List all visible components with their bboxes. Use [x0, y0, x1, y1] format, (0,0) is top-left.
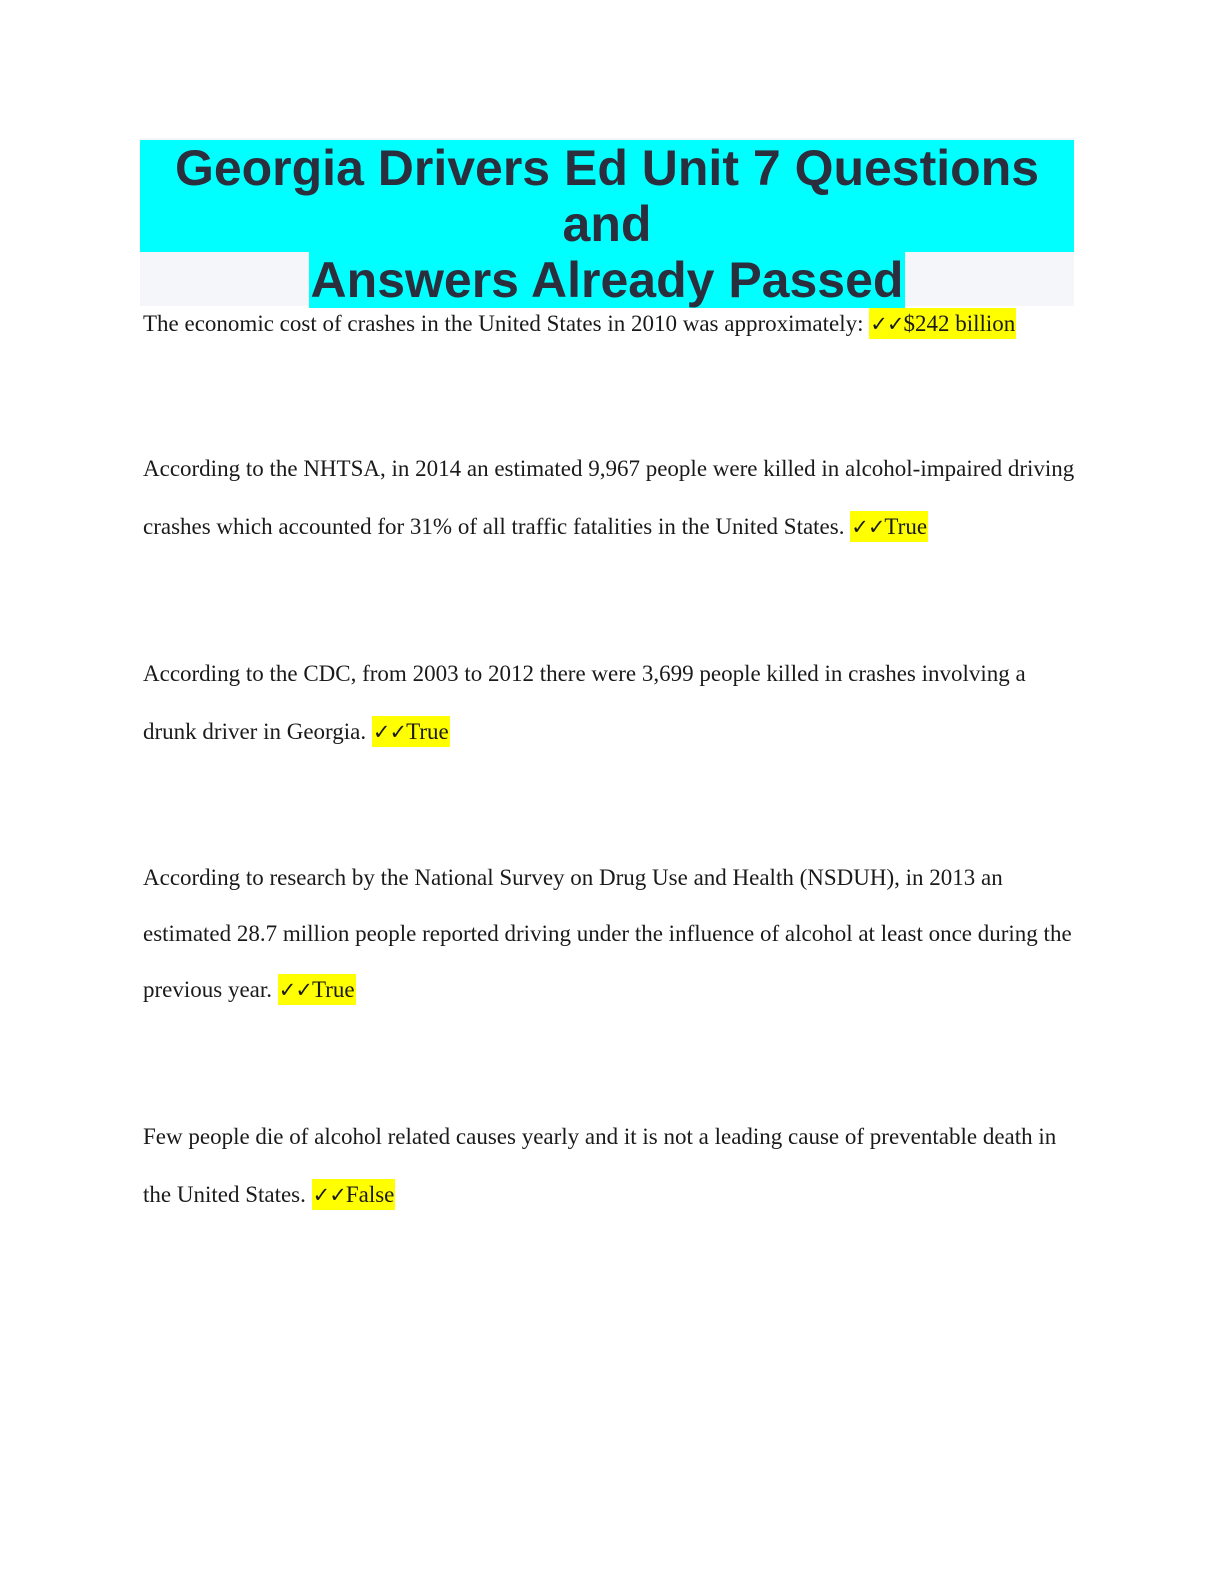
- double-check-icon: ✓✓: [278, 978, 312, 1002]
- document-title: [140, 138, 1074, 308]
- title-line-1: Georgia Drivers Ed Unit 7 Questions and: [140, 140, 1074, 252]
- qa-item-2: [143, 440, 1083, 556]
- question-text: According to the NHTSA, in 2014 an estimated 9,967 people were killed in alcohol-impaired driving crashes which accounted for 31% of all traffic fatalities in the United States.: [143, 456, 1075, 539]
- question-text: According to the CDC, from 2003 to 2012 there were 3,699 people killed in crashes involving a drunk driver in Georgia.: [143, 661, 1026, 744]
- answer-text: True: [311, 977, 355, 1002]
- document-title-block: [140, 138, 1074, 306]
- question-text: According to research by the National Survey on Drug Use and Health (NSDUH), in 2013 an estimated 28.7 million people reported driving under the influence of alcohol at least once during the previous year.: [143, 865, 1072, 1002]
- qa-item-3: [143, 645, 1083, 761]
- double-check-icon: ✓✓: [312, 1183, 346, 1207]
- answer-text: False: [345, 1182, 395, 1207]
- answer-text: True: [884, 514, 928, 539]
- qa-item-1: [143, 295, 1083, 353]
- double-check-icon: ✓✓: [851, 515, 885, 539]
- double-check-icon: ✓✓: [372, 720, 407, 744]
- answer-highlight: [869, 308, 1016, 339]
- qa-item-4: [143, 850, 1083, 1018]
- double-check-icon: ✓✓: [870, 312, 904, 336]
- answer-text: $242 billion: [903, 311, 1016, 336]
- answer-text: True: [406, 719, 449, 744]
- question-text: Few people die of alcohol related causes yearly and it is not a leading cause of preventable death in the United States.: [143, 1124, 1057, 1207]
- qa-item-5: [143, 1108, 1083, 1224]
- question-text: The economic cost of crashes in the United States in 2010 was approximately:: [143, 311, 864, 336]
- answer-highlight: [372, 716, 450, 747]
- title-line-2: Answers Already Passed: [310, 252, 904, 308]
- answer-highlight: [278, 974, 356, 1005]
- answer-highlight: [312, 1179, 396, 1210]
- answer-highlight: [850, 511, 928, 542]
